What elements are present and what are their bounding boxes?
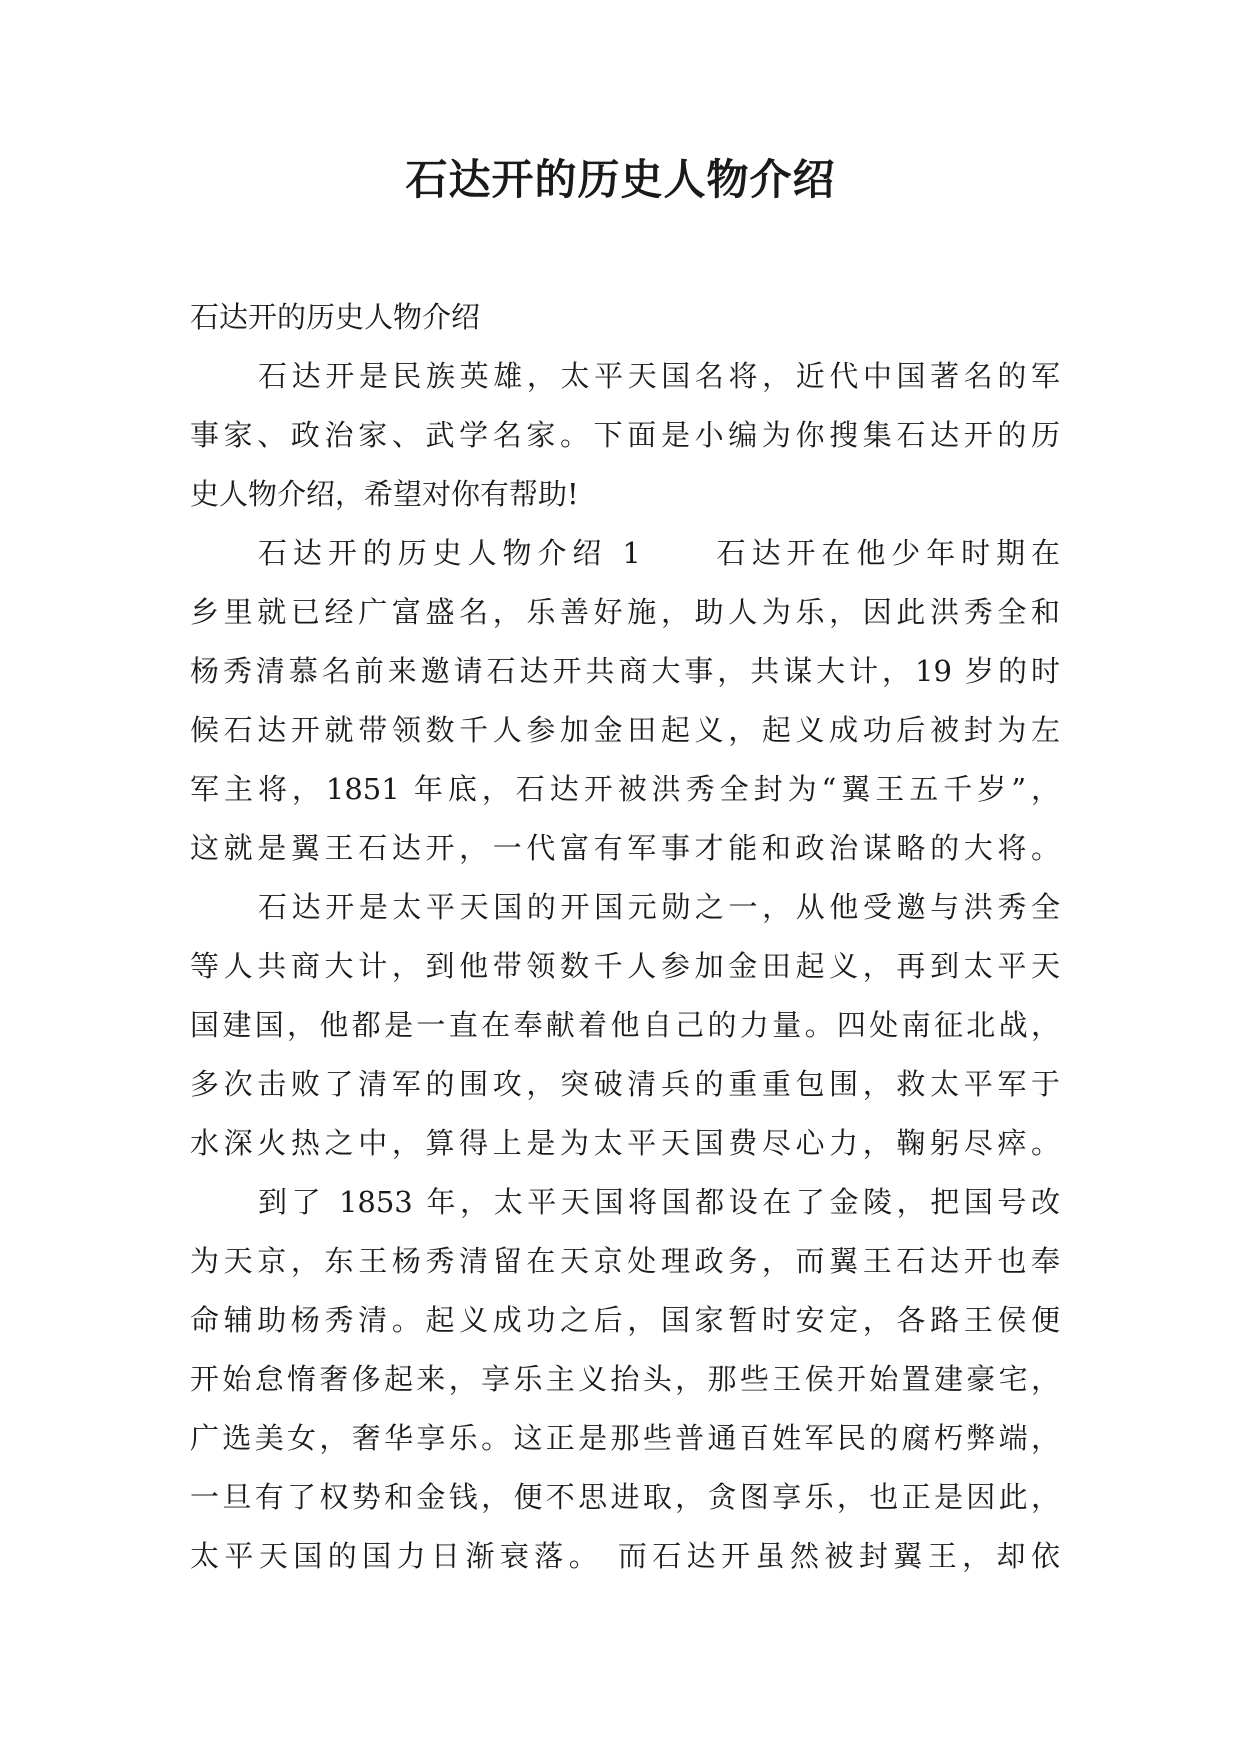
paragraph-line: 到了 1853 年，太平天国将国都设在了金陵，把国号改 [258, 1185, 1060, 1219]
paragraph-line: 开始怠惰奢侈起来，享乐主义抬头，那些王侯开始置建豪宅， [190, 1362, 1060, 1396]
paragraph-line: 史人物介绍，希望对你有帮助! [190, 477, 579, 511]
document-title: 石达开的历史人物介绍 [405, 155, 836, 204]
paragraph-line: 这就是翼王石达开，一代富有军事才能和政治谋略的大将。 [190, 831, 1060, 865]
paragraph-line: 石达开是民族英雄，太平天国名将，近代中国著名的军 [258, 359, 1060, 393]
paragraph-line: 水深火热之中，算得上是为太平天国费尽心力，鞠躬尽瘁。 [190, 1126, 1060, 1160]
paragraph-line: 乡里就已经广富盛名，乐善好施，助人为乐，因此洪秀全和 [190, 595, 1060, 629]
paragraph-line: 等人共商大计，到他带领数千人参加金田起义，再到太平天 [190, 949, 1060, 983]
paragraph-line: 石达开是太平天国的开国元勋之一，从他受邀与洪秀全 [258, 890, 1060, 924]
paragraph-line: 多次击败了清军的围攻，突破清兵的重重包围，救太平军于 [190, 1067, 1060, 1101]
paragraph-line: 杨秀清慕名前来邀请石达开共商大事，共谋大计，19 岁的时 [190, 654, 1060, 688]
subtitle-line: 石达开的历史人物介绍 [190, 300, 481, 334]
paragraph-line: 石达开的历史人物介绍 1 石达开在他少年时期在 [258, 536, 1060, 570]
paragraph-line: 国建国，他都是一直在奉献着他自己的力量。四处南征北战， [190, 1008, 1060, 1042]
document-body [190, 288, 1060, 1586]
paragraph-line: 太平天国的国力日渐衰落。 而石达开虽然被封翼王，却依 [190, 1539, 1060, 1573]
paragraph-line: 一旦有了权势和金钱，便不思进取，贪图享乐，也正是因此， [190, 1480, 1060, 1514]
paragraph-line: 候石达开就带领数千人参加金田起义，起义成功后被封为左 [190, 713, 1060, 747]
paragraph-line: 广选美女，奢华享乐。这正是那些普通百姓军民的腐朽弊端， [190, 1421, 1060, 1455]
paragraph-line: 军主将，1851 年底，石达开被洪秀全封为“翼王五千岁”， [190, 772, 1060, 806]
paragraph-line: 为天京，东王杨秀清留在天京处理政务，而翼王石达开也奉 [190, 1244, 1060, 1278]
paragraph-line: 命辅助杨秀清。起义成功之后，国家暂时安定，各路王侯便 [190, 1303, 1060, 1337]
paragraph-line: 事家、政治家、武学名家。下面是小编为你搜集石达开的历 [190, 418, 1060, 452]
